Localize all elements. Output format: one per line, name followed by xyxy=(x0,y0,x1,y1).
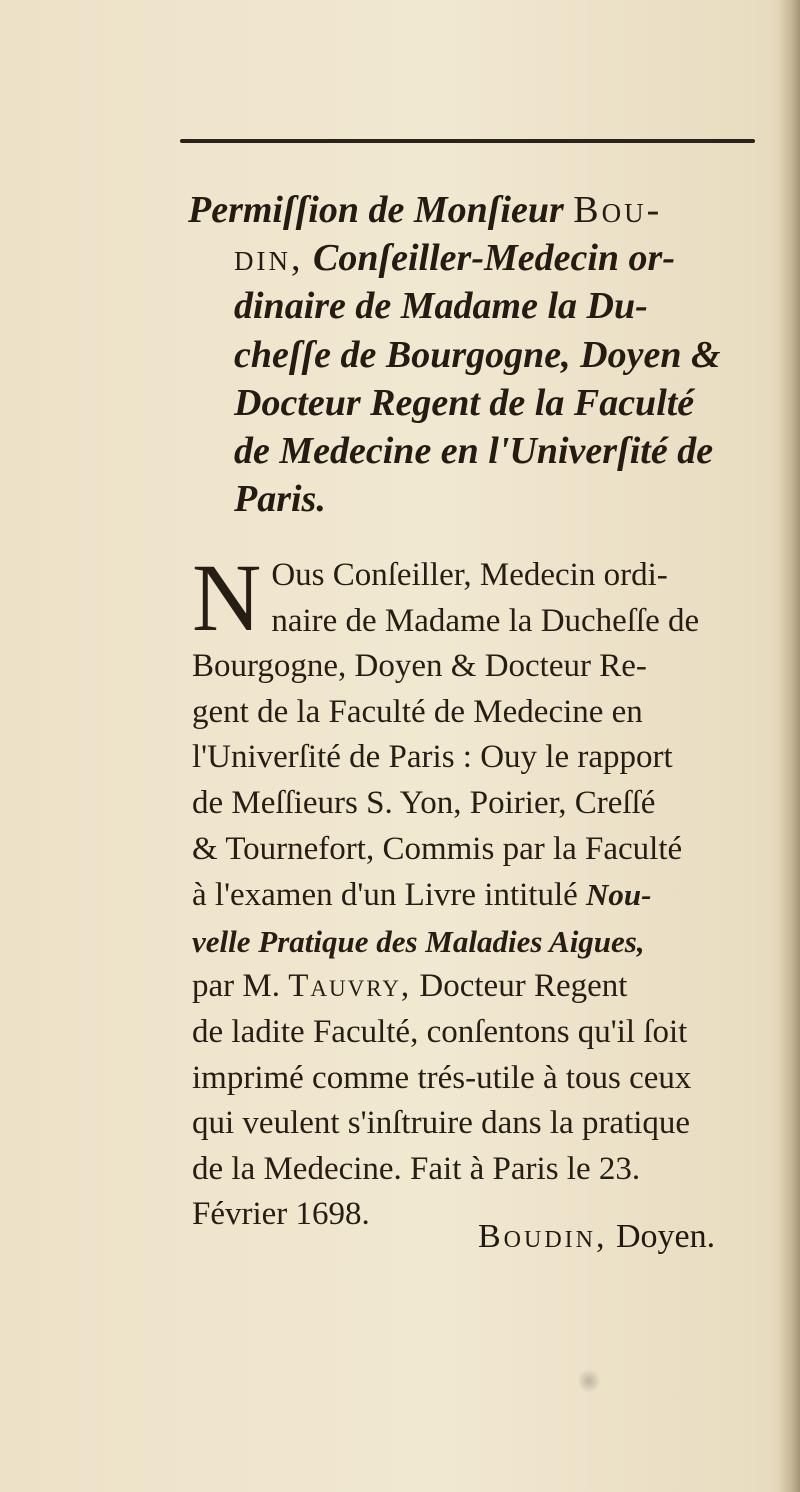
heading-name-end: din, xyxy=(234,237,304,280)
body-line-10 xyxy=(192,964,782,1010)
body-line: gent de la Faculté de Medecine en xyxy=(192,693,643,730)
body-line: & Tournefort, Commis par la Faculté xyxy=(192,830,683,867)
body-line: Ous Conſeiller, Medecin ordi- xyxy=(271,557,668,593)
signature-name: Boudin, xyxy=(478,1218,608,1255)
heading-line-7: Paris. xyxy=(234,478,326,521)
body-line-10-end: Docteur Regent xyxy=(419,968,628,1005)
author-name: Tauvry, xyxy=(288,968,412,1005)
body-line: imprimé comme trés-utile à tous ceux xyxy=(192,1059,692,1096)
body-line: de la Medecine. Fait à Paris le 23. xyxy=(192,1150,641,1187)
body-line-8 xyxy=(192,872,782,919)
body-line: de Meſſieurs S. Yon, Poirier, Creſſé xyxy=(192,784,656,821)
body-line: naire de Madame la Ducheſſe de xyxy=(271,602,700,639)
body-line: de ladite Faculté, conſentons qu'il ſoit xyxy=(192,1013,688,1050)
signature xyxy=(478,1218,715,1256)
book-title-part-1: Nou- xyxy=(586,877,652,913)
ink-smudge xyxy=(578,1368,600,1394)
drop-cap: N xyxy=(192,544,262,651)
body-line: Bourgogne, Doyen & Docteur Re- xyxy=(192,648,647,685)
heading-line-2 xyxy=(188,234,768,282)
heading-line-6: de Medecine en l'Univerſité de xyxy=(234,430,714,473)
heading-name-part: Bou- xyxy=(573,189,663,231)
body-line: qui veulent s'inſtruire dans la pratique xyxy=(192,1105,691,1142)
body-line-10-start: par M. xyxy=(192,968,280,1005)
heading-line-1 xyxy=(188,186,768,234)
body-line: l'Univerſité de Paris : Ouy le rapport xyxy=(192,739,673,776)
permission-body xyxy=(192,544,782,1238)
heading-line-5: Docteur Regent de la Faculté xyxy=(234,381,695,424)
heading-line-2-text: Conſeiller-Medecin or- xyxy=(313,237,676,280)
heading-line-1-text: Permiſſion de Monſieur xyxy=(188,189,564,231)
book-title-part-2: velle Pratique des Maladies Aigues, xyxy=(192,923,645,959)
body-line-date: Février 1698. xyxy=(192,1196,370,1233)
body-line-8-text: à l'examen d'un Livre intitulé xyxy=(192,877,578,914)
permission-heading xyxy=(188,186,768,523)
signature-title: Doyen. xyxy=(616,1218,716,1255)
heading-line-4: cheſſe de Bourgogne, Doyen & xyxy=(234,333,721,376)
header-rule xyxy=(180,139,755,143)
heading-line-3: dinaire de Madame la Du- xyxy=(234,285,648,328)
